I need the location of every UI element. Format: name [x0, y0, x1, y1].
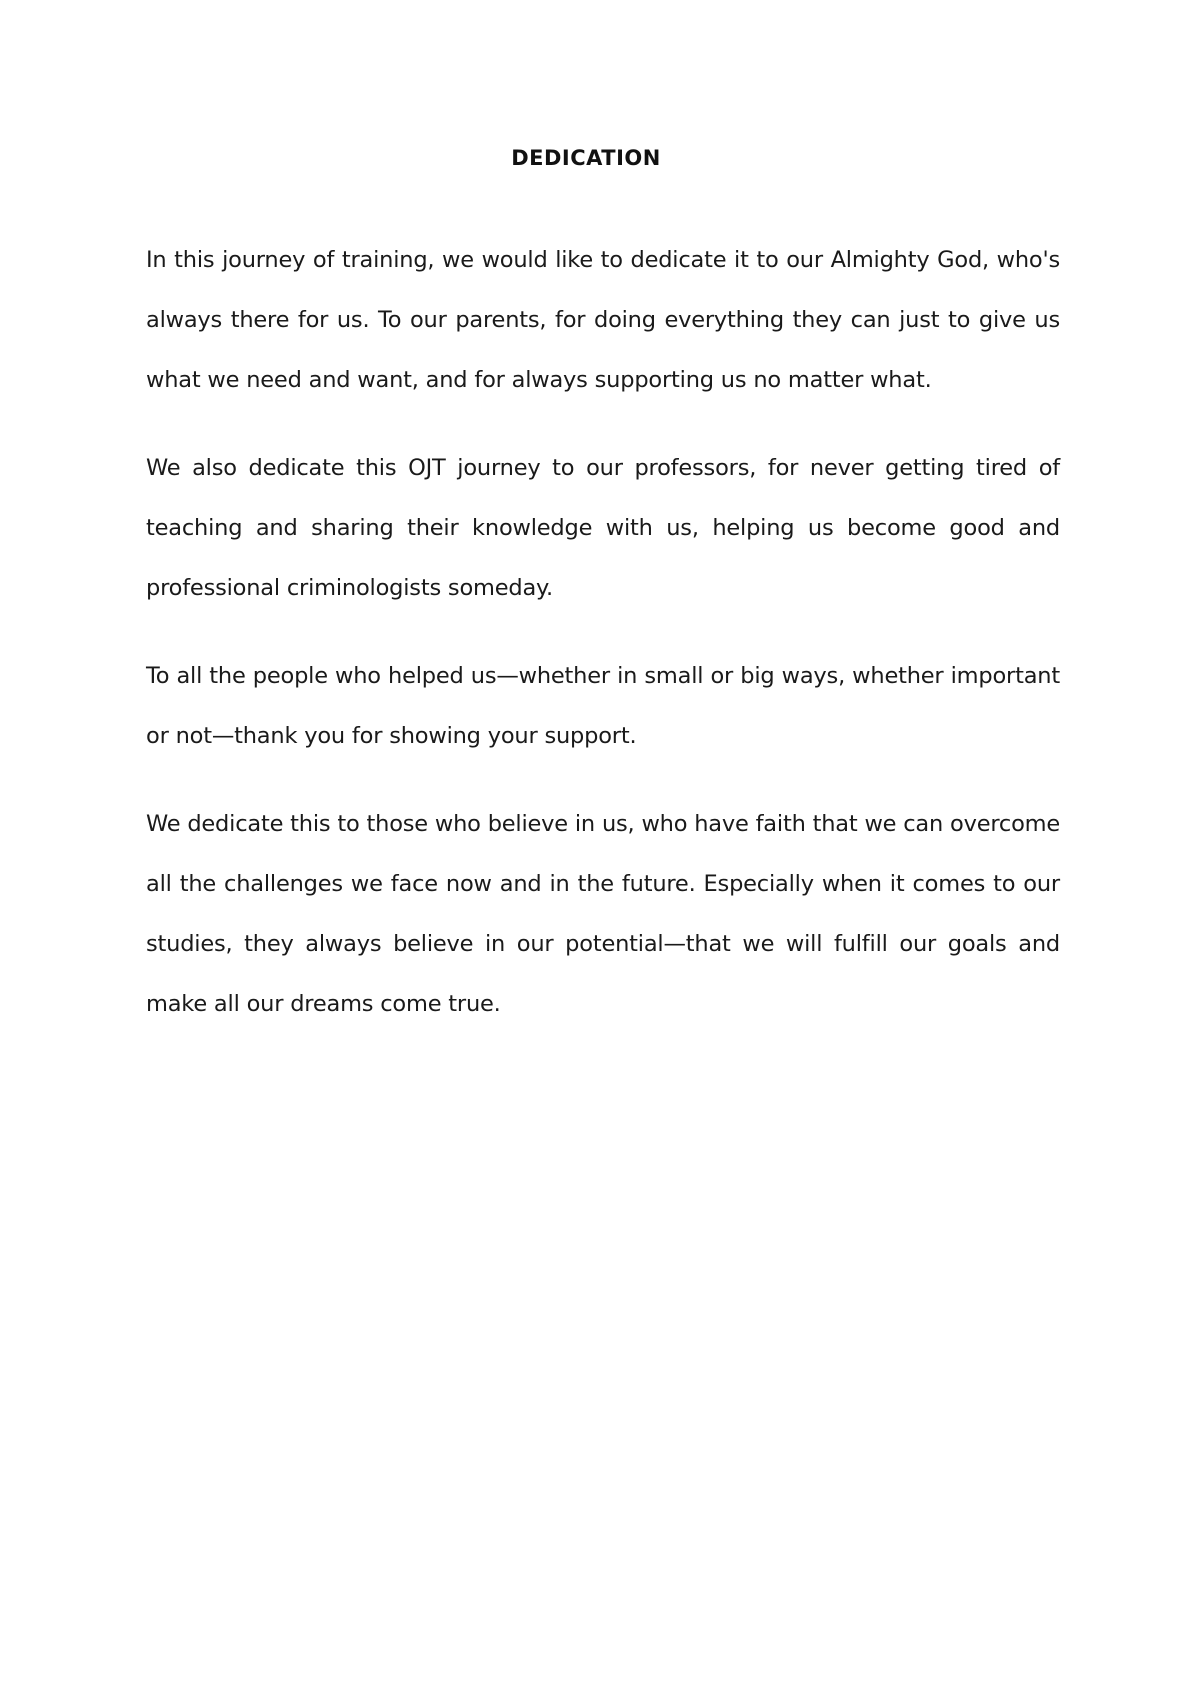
paragraph: In this journey of training, we would like to dedicate it to our Almighty God, who's always there for us. To our parents, for doing everything they can just to give us what we need and want, and for always supporting us no matter what.: [146, 247, 1060, 393]
paragraph: To all the people who helped us—whether in small or big ways, whether important or not—thank you for showing your support.: [146, 663, 1060, 749]
paragraph: We dedicate this to those who believe in us, who have faith that we can overcome all the challenges we face now and in the future. Especially when it comes to our studies, they always believe in our potential—that we will fulfill our goals and make all our dreams come true.: [146, 811, 1060, 1017]
paragraph: We also dedicate this OJT journey to our professors, for never getting tired of teaching and sharing their knowledge with us, helping us become good and professional criminologists someday.: [146, 455, 1060, 601]
dedication-body: [146, 230, 1060, 1062]
page-title: DEDICATION: [511, 146, 661, 170]
